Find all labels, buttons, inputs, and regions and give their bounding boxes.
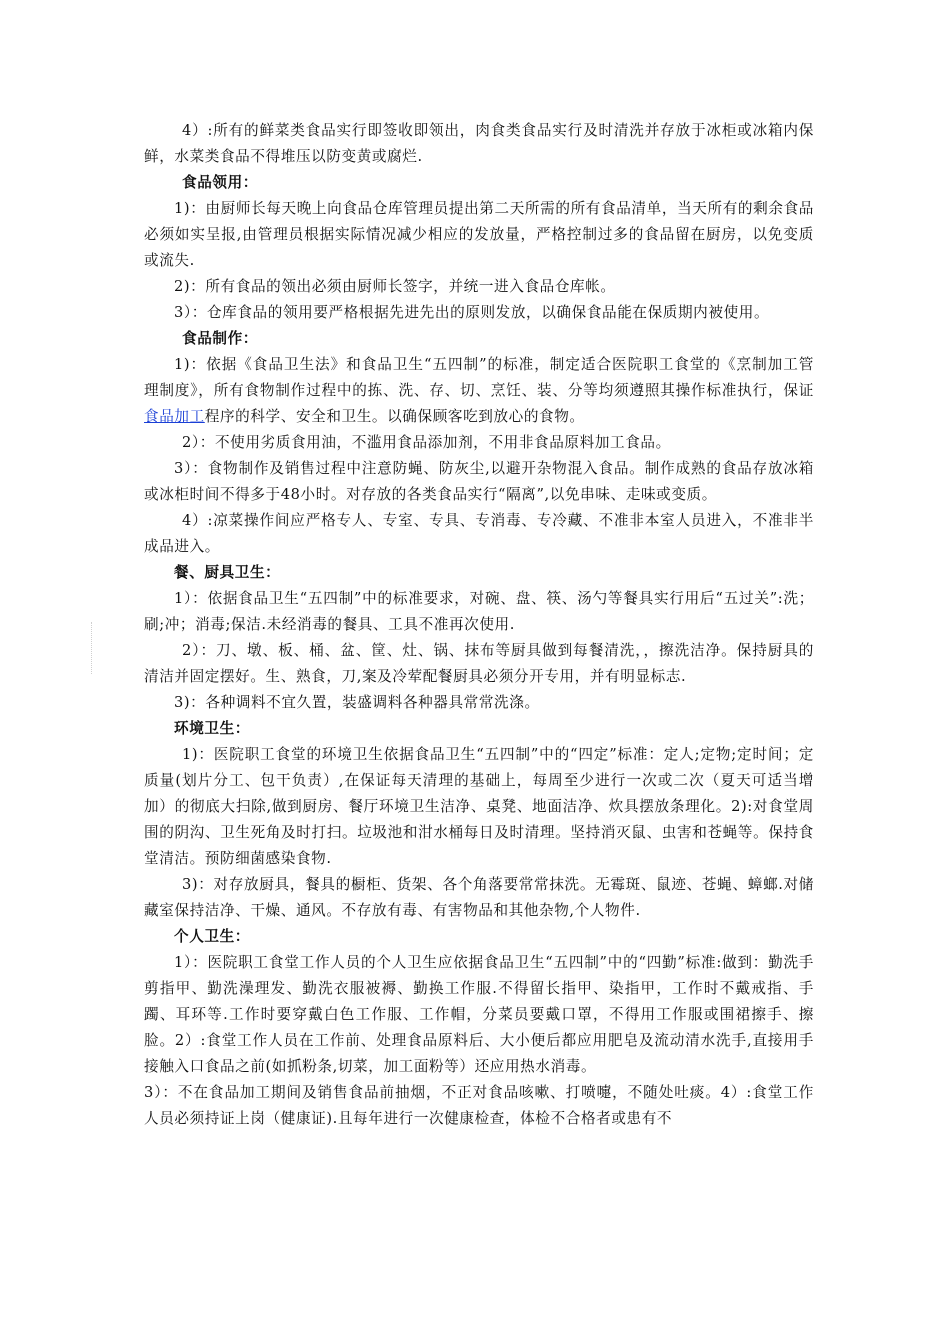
paragraph-personal-1: 1）：医院职工食堂工作人员的个人卫生应依据食品卫生“五四制”中的“四勤”标准:做到：勤洗手剪指甲、勤洗澡理发、勤洗衣服被褥、勤换工作服.不得留长指甲、染指甲，工作时不戴戒指、手躅、耳环等.工作时要穿戴白色工作服、工作帽，分菜员要戴口罩，不得用工作服或围裙擦手、擦脸。2）:食堂工作人员在工作前、处理食品原料后、大小便后都应用肥皂及流动清水洗手,直接用手接触入口食品之前(如抓粉条,切菜，加工面粉等）还应用热水消毒。 bbox=[144, 954, 814, 1075]
food-processing-link[interactable]: 食品加工 bbox=[144, 408, 205, 425]
paragraph-requisition-3: 3）：仓库食品的领用要严格根据先进先出的原则发放，以确保食品能在保质期内被使用。 bbox=[174, 304, 770, 321]
paragraph-tableware-2: 2）：刀、墩、板、桶、盆、筐、灶、锅、抹布等厨具做到每餐清洗，，擦洗洁净。保持厨具的清洁并固定摆好。生、熟食，刀,案及冷荤配餐厨具必须分开专用，并有明显标志. bbox=[144, 642, 814, 685]
paragraph-requisition-2: 2)：所有食品的领出必须由厨师长签字，并统一进入食品仓库帐。 bbox=[174, 278, 616, 295]
heading-tableware-hygiene: 餐、厨具卫生： bbox=[174, 564, 281, 581]
paragraph-preparation-3: 3）：食物制作及销售过程中注意防蝇、防灰尘,以避开杂物混入食品。制作成熟的食品存放冰箱或冰柜时间不得多于48小时。对存放的各类食品实行“隔离”,以免串味、走味或变质。 bbox=[144, 460, 814, 503]
paragraph-preparation-1-text-b: 程序的科学、安全和卫生。以确保顾客吃到放心的食物。 bbox=[204, 408, 585, 425]
paragraph-preparation-4: 4）:凉菜操作间应严格专人、专室、专具、专消毒、专冷藏、不准非本室人员进入，不准非半成品进入。 bbox=[144, 512, 814, 555]
paragraph-tableware-1: 1）：依据食品卫生“五四制”中的标准要求，对碗、盘、筷、汤勺等餐具实行用后“五过关”:洗；刷;冲；消毒;保洁.未经消毒的餐具、工具不准再次使用. bbox=[144, 590, 814, 633]
document-body bbox=[144, 118, 814, 1132]
heading-food-preparation: 食品制作： bbox=[182, 330, 258, 347]
paragraph-preparation-1 bbox=[144, 352, 814, 430]
paragraph-environment-3: 3)：对存放厨具，餐具的橱柜、货架、各个角落要常常抹洗。无霉斑、鼠迹、苍蝇、蟑螂.对储藏室保持洁净、干燥、通风。不存放有毒、有害物品和其他杂物,个人物件. bbox=[144, 876, 814, 919]
paragraph-environment-1: 1)：医院职工食堂的环境卫生依据食品卫生“五四制”中的“四定”标准：定人;定物;定时间；定质量(划片分工、包干负责）,在保证每天清理的基础上，每周至少进行一次或二次（夏天可适当增加）的彻底大扫除,做到厨房、餐厅环境卫生洁净、桌凳、地面洁净、炊具摆放条理化。2):对食堂周围的阴沟、卫生死角及时打扫。垃圾池和泔水桶每日及时清理。坚持消灭鼠、虫害和苍蝇等。保持食堂清洁。预防细菌感染食物. bbox=[144, 746, 814, 867]
paragraph-requisition-1: 1)：由厨师长每天晚上向食品仓库管理员提出第二天所需的所有食品清单，当天所有的剩余食品必须如实呈报,由管理员根据实际情况减少相应的发放量，严格控制过多的食品留在厨房，以免变质或流失. bbox=[144, 200, 814, 269]
heading-personal-hygiene: 个人卫生： bbox=[174, 928, 250, 945]
paragraph-preparation-1-text-a: 1)：依据《食品卫生法》和食品卫生“五四制”的标准，制定适合医院职工食堂的《烹制加工管理制度》，所有食物制作过程中的拣、洗、存、切、烹饪、装、分等均须遵照其操作标准执行，保证 bbox=[144, 356, 814, 399]
paragraph-tableware-3: 3)：各种调料不宜久置，装盛调料各种器具常常洗涤。 bbox=[174, 694, 540, 711]
margin-mark bbox=[91, 622, 94, 674]
paragraph-personal-3: 3）：不在食品加工期间及销售食品前抽烟，不正对食品咳嗽、打喷嚏，不随处吐痰。4）:食堂工作人员必须持证上岗（健康证).且每年进行一次健康检查，体检不合格者或患有不 bbox=[144, 1084, 814, 1127]
paragraph-fresh-produce: 4）:所有的鲜菜类食品实行即签收即领出，肉食类食品实行及时清洗并存放于冰柜或冰箱内保鲜，水菜类食品不得堆压以防变黄或腐烂. bbox=[144, 122, 814, 165]
heading-environment-hygiene: 环境卫生： bbox=[174, 720, 250, 737]
paragraph-preparation-2: 2）：不使用劣质食用油，不滥用食品添加剂，不用非食品原料加工食品。 bbox=[182, 434, 671, 451]
heading-food-requisition: 食品领用： bbox=[182, 174, 258, 191]
